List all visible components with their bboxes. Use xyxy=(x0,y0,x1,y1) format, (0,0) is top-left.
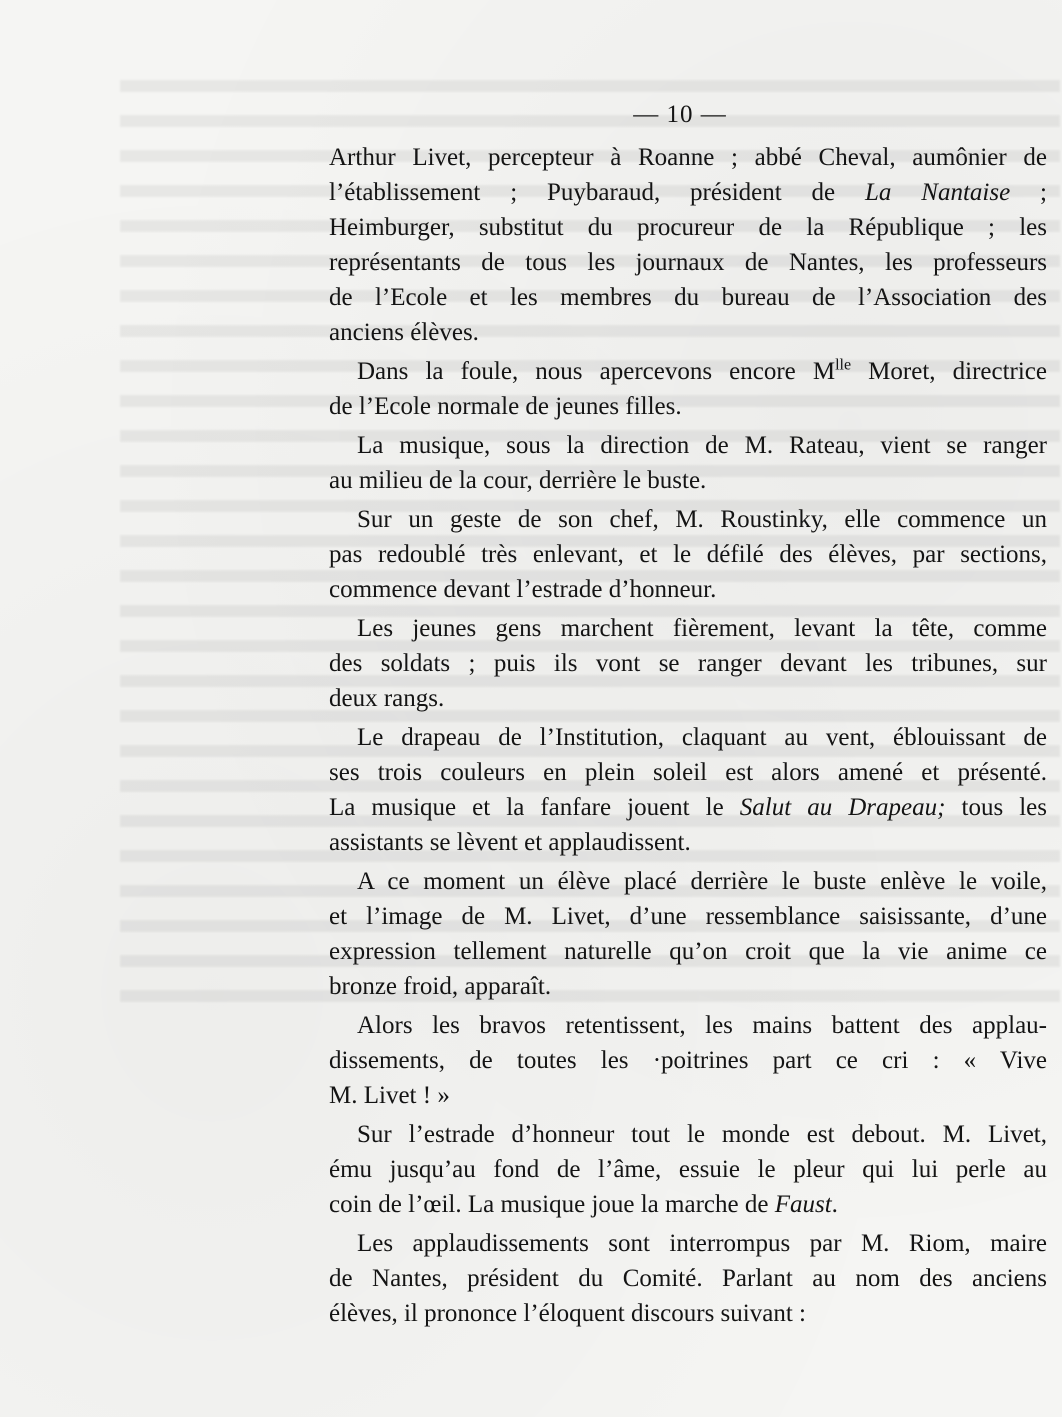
paragraph-7 xyxy=(329,864,1047,1004)
text-line: anciens élèves. xyxy=(329,319,479,346)
text-line: Les jeunes gens marchent fièrement, levant la tête, comme xyxy=(357,615,1047,642)
body-text xyxy=(329,140,1047,1331)
text-line: de l’Ecole normale de jeunes filles. xyxy=(329,393,682,420)
text-line: Heimburger, substitut du procureur de la République ; les xyxy=(329,214,1047,241)
paragraph-5 xyxy=(329,611,1047,716)
page-number: — 10 — xyxy=(633,101,727,128)
text-line xyxy=(329,354,1047,389)
text-line: expression tellement naturelle qu’on croit que la vie anime ce xyxy=(329,938,1047,965)
text-line xyxy=(329,790,1047,825)
text-line: ému jusqu’au fond de l’âme, essuie le pleur qui lui perle au xyxy=(329,1156,1047,1183)
paragraph-9 xyxy=(329,1117,1047,1222)
text-line: A ce moment un élève placé derrière le buste enlève le voile, xyxy=(357,868,1047,895)
text-span: ; xyxy=(1010,179,1047,206)
paragraph-4 xyxy=(329,502,1047,607)
text-span: coin de l’œil. La musique joue la marche de xyxy=(329,1191,775,1218)
text-line: et l’image de M. Livet, d’une ressemblance saisissante, d’une xyxy=(329,903,1047,930)
italic-title: Salut au Drapeau; xyxy=(739,794,946,821)
text-line: pas redoublé très enlevant, et le défilé des élèves, par sections, xyxy=(329,541,1047,568)
text-line: des soldats ; puis ils vont se ranger devant les tribunes, sur xyxy=(329,650,1047,677)
text-line: deux rangs. xyxy=(329,685,445,712)
text-line: de Nantes, président du Comité. Parlant au nom des anciens xyxy=(329,1265,1047,1292)
superscript: lle xyxy=(835,356,852,374)
text-line: M. Livet ! » xyxy=(329,1082,450,1109)
italic-title: La Nantaise xyxy=(865,179,1011,206)
text-span: . xyxy=(831,1191,838,1218)
paragraph-10 xyxy=(329,1226,1047,1331)
text-span: La musique et la fanfare jouent le xyxy=(329,794,740,821)
text-line xyxy=(329,175,1047,210)
paragraph-8 xyxy=(329,1008,1047,1113)
text-line: dissements, de toutes les ·poitrines part ce cri : « Vive xyxy=(329,1047,1047,1074)
text-line: élèves, il prononce l’éloquent discours suivant : xyxy=(329,1300,806,1327)
text-line: commence devant l’estrade d’honneur. xyxy=(329,576,717,603)
text-line: représentants de tous les journaux de Nantes, les professeurs xyxy=(329,249,1047,276)
text-line: Les applaudissements sont interrompus par M. Riom, maire xyxy=(357,1230,1047,1257)
paragraph-3 xyxy=(329,428,1047,498)
text-line: Sur un geste de son chef, M. Roustinky, elle commence un xyxy=(357,506,1047,533)
text-line: La musique, sous la direction de M. Rateau, vient se ranger xyxy=(357,432,1047,459)
text-line: Arthur Livet, percepteur à Roanne ; abbé Cheval, aumônier de xyxy=(329,144,1047,171)
text-line: Sur l’estrade d’honneur tout le monde est debout. M. Livet, xyxy=(357,1121,1047,1148)
paragraph-6 xyxy=(329,720,1047,860)
text-line: ses trois couleurs en plein soleil est alors amené et présenté. xyxy=(329,759,1047,786)
text-line: Alors les bravos retentissent, les mains battent des applau- xyxy=(357,1012,1047,1039)
text-span: Dans la foule, nous apercevons encore M xyxy=(357,358,836,385)
text-span: tous les xyxy=(945,794,1047,821)
text-line: de l’Ecole et les membres du bureau de l’Association des xyxy=(329,284,1047,311)
text-line: Le drapeau de l’Institution, claquant au vent, éblouissant de xyxy=(357,724,1047,751)
paragraph-2 xyxy=(329,354,1047,424)
text-line: bronze froid, apparaît. xyxy=(329,973,552,1000)
paragraph-1 xyxy=(329,140,1047,350)
text-span: Moret, directrice xyxy=(851,358,1047,385)
text-line xyxy=(329,1187,1047,1222)
text-span: l’établissement ; Puybaraud, président de xyxy=(329,179,866,206)
text-line: assistants se lèvent et applaudissent. xyxy=(329,829,691,856)
italic-title: Faust xyxy=(774,1191,832,1218)
text-line: au milieu de la cour, derrière le buste. xyxy=(329,467,707,494)
